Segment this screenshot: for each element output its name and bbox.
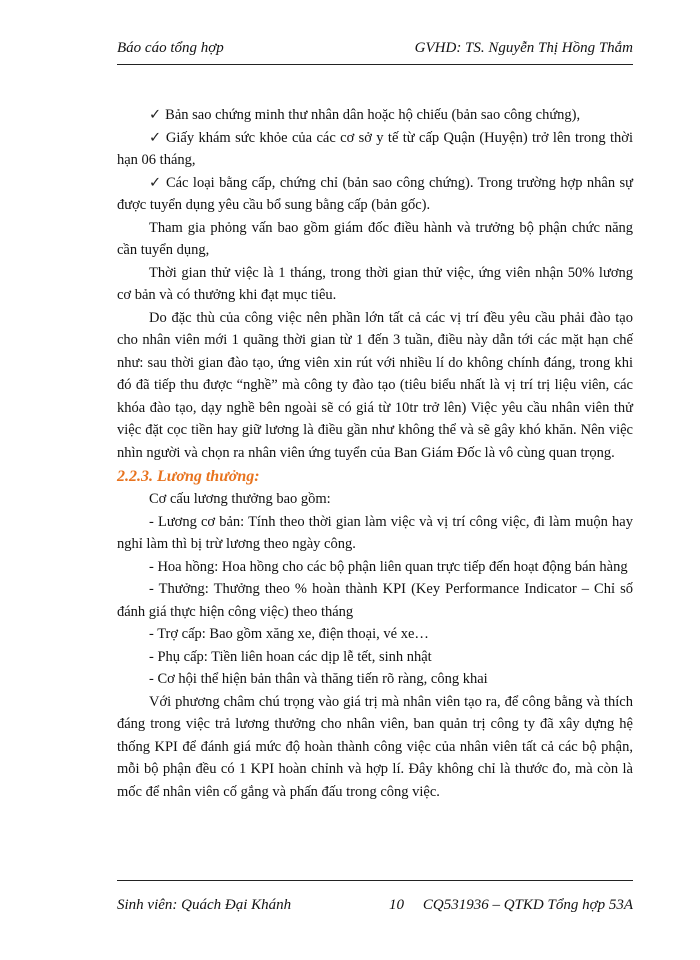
paragraph: Tham gia phỏng vấn bao gồm giám đốc điều hành và trưởng bộ phận chức năng cần tuyển dụng, bbox=[117, 219, 633, 258]
list-item: - Cơ hội thể hiện bản thân và thăng tiến rõ ràng, công khai bbox=[149, 671, 488, 687]
list-item: - Thưởng: Thưởng theo % hoàn thành KPI (Key Performance Indicator – Chỉ số đánh giá thực hiện công việc) theo tháng bbox=[117, 581, 633, 620]
page-header bbox=[117, 38, 633, 65]
section-heading: 2.2.3. Lương thưởng: bbox=[117, 468, 260, 485]
check-mark-icon: ✓ bbox=[149, 107, 162, 123]
checklist-item: ✓ Giấy khám sức khỏe của các cơ sở y tế từ cấp Quận (Huyện) trở lên trong thời hạn 06 tháng, bbox=[117, 129, 633, 168]
list-item: - Trợ cấp: Bao gồm xăng xe, điện thoại, vé xe… bbox=[149, 626, 429, 642]
header-supervisor: GVHD: TS. Nguyễn Thị Hồng Thắm bbox=[414, 40, 633, 56]
check-mark-icon: ✓ bbox=[149, 129, 162, 146]
list-item: - Hoa hồng: Hoa hồng cho các bộ phận liên quan trực tiếp đến hoạt động bán hàng bbox=[149, 558, 628, 575]
paragraph: Với phương châm chú trọng vào giá trị mà nhân viên tạo ra, để công bằng và thích đáng trong việc trả lương thưởng cho nhân viên, ban quản trị công ty đã xây dựng hệ thống KPI để đánh giá mức độ hoàn thành công việc của nhân viên tất cả các bộ phận, mỗi bộ phận đều có 1 KPI hoàn chỉnh và hợp lí. Đây không chỉ là thước đo, mà còn là mốc để nhân viên cố gắng và phấn đấu trong công việc. bbox=[117, 693, 633, 800]
list-item: - Phụ cấp: Tiền liên hoan các dịp lễ tết, sinh nhật bbox=[149, 648, 432, 665]
checklist-item: ✓ Bản sao chứng minh thư nhân dân hoặc hộ chiếu (bản sao công chứng), bbox=[149, 107, 581, 123]
list-item: - Lương cơ bản: Tính theo thời gian làm việc và vị trí công việc, đi làm muộn hay nghỉ làm thì bị trừ lương theo ngày công. bbox=[117, 513, 633, 552]
check-mark-icon: ✓ bbox=[149, 174, 162, 191]
footer-student: Sinh viên: Quách Đại Khánh bbox=[117, 897, 292, 913]
footer-class-code: CQ531936 – QTKD Tổng hợp 53A bbox=[422, 897, 633, 913]
document-body bbox=[117, 104, 633, 803]
paragraph: Thời gian thử việc là 1 tháng, trong thời gian thử việc, ứng viên nhận 50% lương cơ bản và có thưởng khi đạt mục tiêu. bbox=[117, 264, 633, 303]
page-footer bbox=[117, 880, 633, 921]
page-number: 10 bbox=[389, 897, 404, 913]
paragraph: Cơ cấu lương thưởng bao gồm: bbox=[149, 491, 331, 507]
paragraph: Do đặc thù của công việc nên phần lớn tất cả các vị trí đều yêu cầu phải đào tạo cho nhân viên mới 1 quãng thời gian từ 1 đến 3 tuần, điều này dẫn tới các mặt hạn chế như: sau thời gian đào tạo, ứng viên xin rút với nhiều lí do không chính đáng, trong khi đó đã tiếp thu được “nghề” mà công ty đào tạo (tiêu biểu nhất là vị trí trị liệu viên, các khóa đào tạo, dạy nghề bên ngoài sẽ có giá từ 10tr trở lên) Việc yêu cầu nhân viên thử việc đặt cọc tiền hay giữ lương là điều gần như không thể và sẽ gây khó khăn. Nên việc nhìn người và chọn ra nhân viên ứng tuyển của Ban Giám Đốc là vô cùng quan trọng. bbox=[117, 309, 633, 461]
checklist-item: ✓ Các loại bằng cấp, chứng chỉ (bản sao công chứng). Trong trường hợp nhân sự được tuyển dụng yêu cầu bổ sung bằng cấp (bản gốc). bbox=[117, 174, 633, 213]
header-report-title: Báo cáo tổng hợp bbox=[117, 40, 224, 56]
